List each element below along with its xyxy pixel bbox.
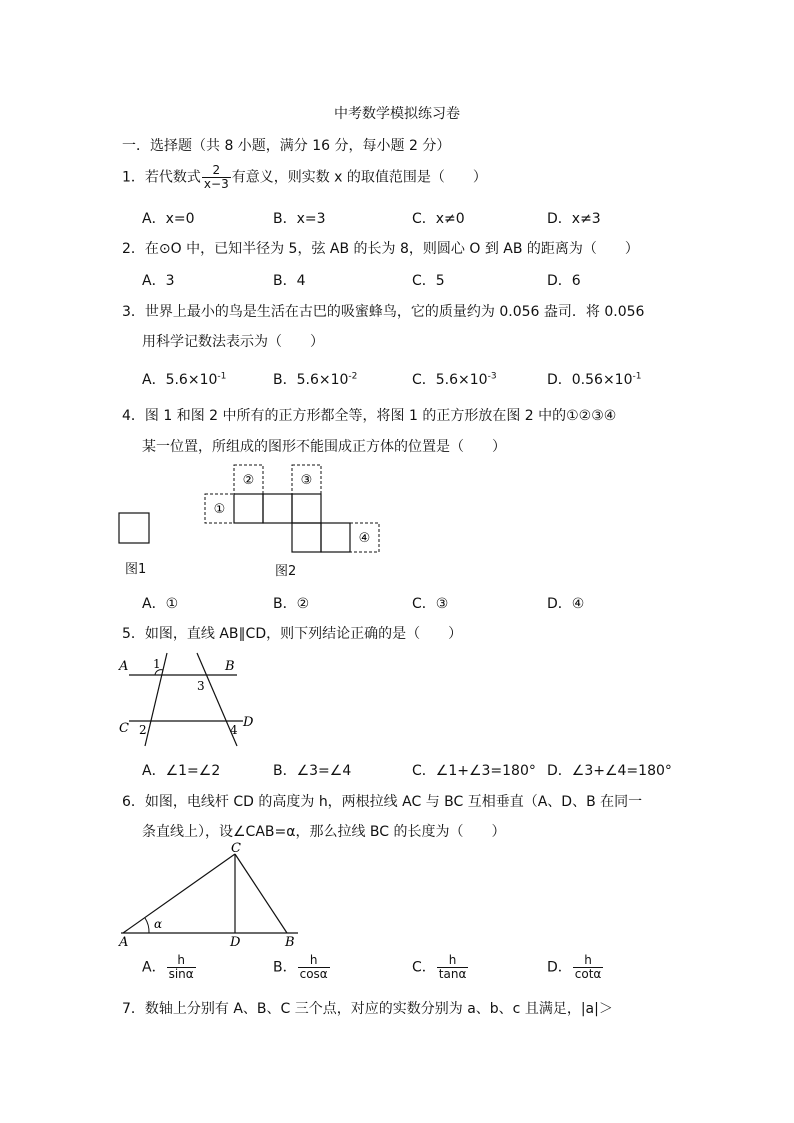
q4-circle-1: ①	[213, 502, 226, 517]
question-3-line1: 3．世界上最小的鸟是生活在古巴的吸蜜蜂鸟，它的质量约为 0.056 盎司．将 0.056	[122, 304, 645, 320]
q2-option-c: C．5	[412, 273, 445, 289]
q1-prefix: 1．若代数式	[122, 169, 201, 186]
q3-d-exp: -1	[632, 371, 642, 382]
q3-a-exp: -1	[217, 371, 227, 382]
q5-angle-1: 1	[153, 657, 161, 671]
q1-frac-num: 2	[212, 163, 221, 177]
question-3-line2: 用科学记数法表示为（ ）	[142, 334, 324, 350]
question-6-line1: 6．如图，电线杆 CD 的高度为 h，两根拉线 AC 与 BC 互相垂直（A、D、B 在同一	[122, 794, 643, 810]
question-5: 5．如图，直线 AB∥CD，则下列结论正确的是（ ）	[122, 626, 463, 642]
q5-label-d: D	[243, 715, 254, 730]
q4-option-d: D．④	[547, 596, 585, 612]
q6-a-letter: A．	[142, 959, 166, 976]
q6-label-b: B	[285, 935, 295, 950]
q6-c-num: h	[448, 953, 457, 967]
q6-b-den: cosα	[299, 967, 328, 981]
page-title: 中考数学模拟练习卷	[334, 106, 460, 122]
q3-b-exp: -2	[348, 371, 358, 382]
q5-figure	[115, 648, 265, 748]
q6-option-b	[273, 954, 331, 981]
q6-option-a	[142, 954, 197, 981]
q3-d-base: D．0.56×10	[547, 372, 633, 388]
q1-option-a: A．x=0	[142, 211, 195, 227]
q6-d-letter: D．	[547, 959, 572, 976]
q5-label-b: B	[225, 659, 235, 674]
section-heading: 一．选择题（共 8 小题，满分 16 分，每小题 2 分）	[122, 138, 451, 154]
question-4-line1: 4．图 1 和图 2 中所有的正方形都全等，将图 1 的正方形放在图 2 中的①②③④	[122, 408, 617, 424]
q6-label-c: C	[231, 841, 241, 856]
q5-option-c: C．∠1+∠3=180°	[412, 763, 536, 779]
q5-label-c: C	[119, 721, 129, 736]
q4-fig1-label: 图1	[125, 562, 147, 577]
q5-option-d: D．∠3+∠4=180°	[547, 763, 672, 779]
q5-angle-3: 3	[197, 679, 205, 693]
q4-option-c: C．③	[412, 596, 449, 612]
q2-option-b: B．4	[273, 273, 306, 289]
q6-b-letter: B．	[273, 959, 297, 976]
q3-option-a	[142, 369, 226, 389]
q6-option-d	[547, 954, 604, 981]
q1-option-b: B．x=3	[273, 211, 326, 227]
q1-suffix: 有意义，则实数 x 的取值范围是（ ）	[231, 169, 487, 186]
q3-c-base: C．5.6×10	[412, 372, 488, 388]
q3-a-base: A．5.6×10	[142, 372, 218, 388]
q6-label-d: D	[230, 935, 241, 950]
q5-label-a: A	[119, 659, 129, 674]
q5-option-b: B．∠3=∠4	[273, 763, 352, 779]
q6-d-den: cotα	[574, 967, 602, 981]
question-4-line2: 某一位置，所组成的图形不能围成正方体的位置是（ ）	[142, 439, 506, 455]
q4-circle-3: ③	[300, 473, 313, 488]
q4-option-b: B．②	[273, 596, 310, 612]
q6-a-den: sinα	[168, 967, 194, 981]
q6-a-num: h	[177, 953, 185, 967]
question-6-line2: 条直线上），设∠CAB=α，那么拉线 BC 的长度为（ ）	[142, 824, 506, 840]
q6-label-alpha: α	[154, 917, 163, 931]
q6-figure	[115, 840, 305, 950]
q3-option-b	[273, 369, 357, 389]
q1-option-d: D．x≠3	[547, 211, 601, 227]
question-2: 2．在⊙O 中，已知半径为 5，弦 AB 的长为 8，则圆心 O 到 AB 的距离为（ ）	[122, 241, 639, 257]
q4-circle-4: ④	[358, 531, 371, 546]
q4-option-a: A．①	[142, 596, 179, 612]
q3-b-base: B．5.6×10	[273, 372, 349, 388]
q6-label-a: A	[119, 935, 129, 950]
q4-circle-2: ②	[242, 473, 255, 488]
q6-c-letter: C．	[412, 959, 436, 976]
q6-b-num: h	[309, 953, 318, 967]
q2-option-d: D．6	[547, 273, 581, 289]
q6-d-num: h	[584, 953, 592, 967]
q2-option-a: A．3	[142, 273, 175, 289]
q3-option-d	[547, 369, 641, 389]
q4-figure-2	[195, 460, 385, 560]
q1-option-c: C．x≠0	[412, 211, 465, 227]
q1-fraction	[202, 164, 231, 191]
q5-option-a: A．∠1=∠2	[142, 763, 221, 779]
q4-fig2-label: 图2	[275, 564, 297, 579]
q5-angle-4: 4	[230, 723, 238, 737]
question-7: 7．数轴上分别有 A、B、C 三个点，对应的实数分别为 a、b、c 且满足，|a|＞	[122, 1001, 613, 1017]
q3-c-exp: -3	[487, 371, 497, 382]
q6-c-den: tanα	[438, 967, 467, 981]
q6-option-c	[412, 954, 469, 981]
q5-angle-2: 2	[139, 723, 147, 737]
question-1	[122, 164, 487, 191]
q1-frac-den: x−3	[203, 177, 229, 191]
q4-figure-1	[115, 505, 155, 547]
q3-option-c	[412, 369, 497, 389]
